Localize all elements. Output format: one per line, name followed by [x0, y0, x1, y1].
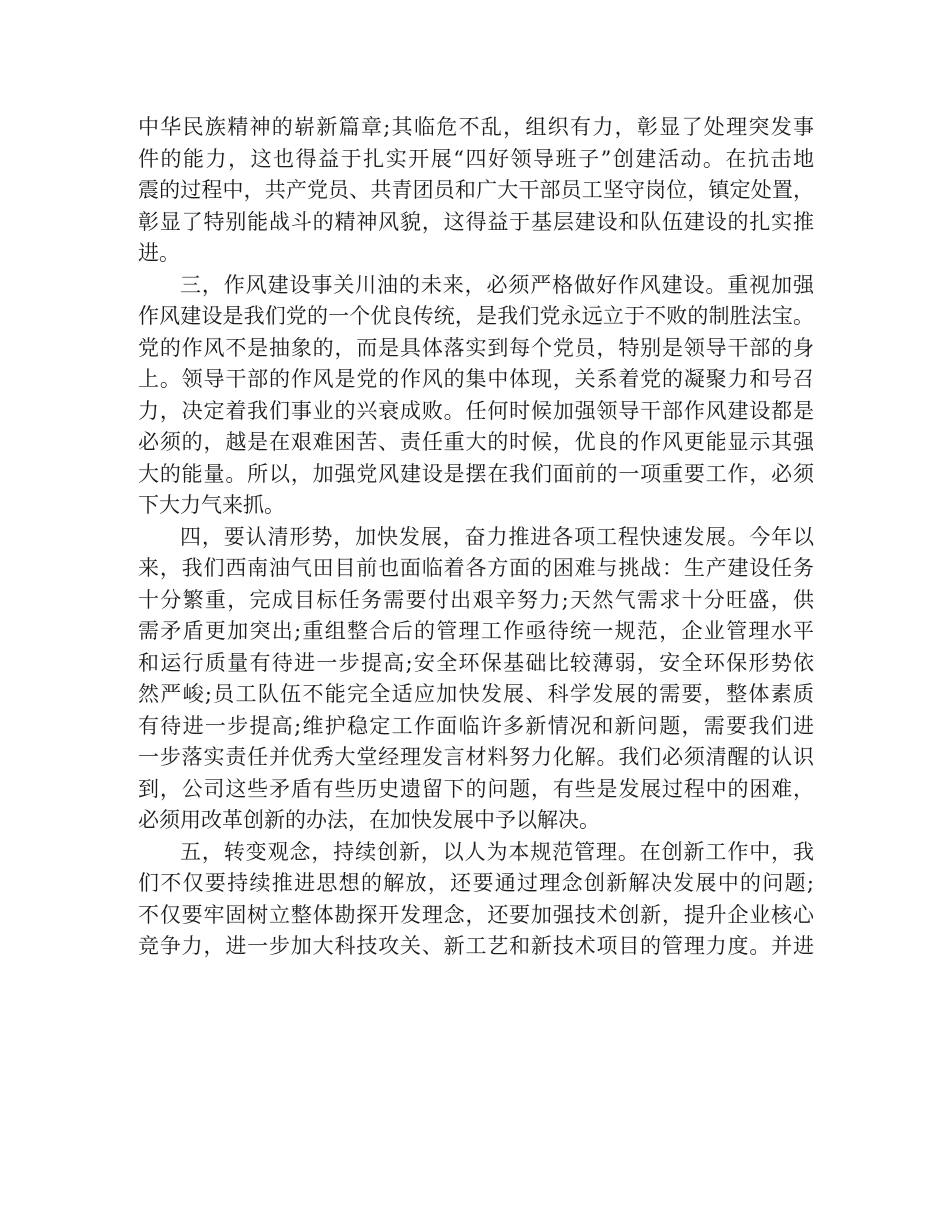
text-line: 来，我们西南油气田目前也面临着各方面的困难与挑战：生产建设任务: [138, 556, 814, 580]
text-line: 件的能力，这也得益于扎实开展“四好领导班子”创建活动。在抗击地: [138, 146, 814, 171]
text-line: 和运行质量有待进一步提高;安全环保基础比较薄弱，安全环保形势依: [138, 650, 814, 675]
text-line: 下大力气来抓。: [138, 493, 285, 517]
text-line: 三，作风建设事关川油的未来，必须严格做好作风建设。重视加强: [180, 272, 814, 297]
text-line: 中华民族精神的崭新篇章;其临危不乱，组织有力，彰显了处理突发事: [138, 115, 814, 139]
text-line: 然严峻;员工队伍不能完全适应加快发展、科学发展的需要，整体素质: [138, 682, 814, 706]
text-line: 进。: [138, 241, 180, 265]
text-line: 大的能量。所以，加强党风建设是摆在我们面前的一项重要工作，必须: [138, 461, 814, 486]
text-line: 震的过程中，共产党员、共青团员和广大干部员工坚守岗位，镇定处置，: [138, 178, 814, 202]
text-line: 们不仅要持续推进思想的解放，还要通过理念创新解决发展中的问题;: [138, 871, 814, 895]
text-line: 到，公司这些矛盾有些历史遗留下的问题，有些是发展过程中的困难，: [138, 776, 814, 801]
text-line: 不仅要牢固树立整体勘探开发理念，还要加强技术创新，提升企业核心: [138, 902, 814, 927]
text-line: 五，转变观念，持续创新，以人为本规范管理。在创新工作中，我: [180, 839, 814, 864]
text-line: 力，决定着我们事业的兴衰成败。任何时候加强领导干部作风建设都是: [138, 398, 814, 423]
text-line: 竞争力，进一步加大科技攻关、新工艺和新技术项目的管理力度。并进: [138, 934, 814, 958]
text-line: 上。领导干部的作风是党的作风的集中体现，关系着党的凝聚力和号召: [138, 367, 814, 391]
text-line: 作风建设是我们党的一个优良传统，是我们党永远立于不败的制胜法宝。: [138, 304, 814, 328]
text-line: 党的作风不是抽象的，而是具体落实到每个党员，特别是领导干部的身: [138, 335, 814, 360]
text-line: 十分繁重，完成目标任务需要付出艰辛努力;天然气需求十分旺盛，供: [138, 587, 814, 612]
body-text: [138, 112, 814, 963]
paragraph: [138, 270, 814, 522]
paragraph: [138, 522, 814, 837]
text-line: 一步落实责任并优秀大堂经理发言材料努力化解。我们必须清醒的认识: [138, 745, 814, 769]
text-line: 四，要认清形势，加快发展，奋力推进各项工程快速发展。今年以: [180, 524, 814, 549]
text-line: 有待进一步提高;维护稳定工作面临许多新情况和新问题，需要我们进: [138, 713, 814, 738]
paragraph: [138, 837, 814, 963]
text-line: 需矛盾更加突出;重组整合后的管理工作亟待统一规范，企业管理水平: [138, 619, 814, 643]
text-line: 必须的，越是在艰难困苦、责任重大的时候，优良的作风更能显示其强: [138, 430, 814, 454]
paragraph: [138, 112, 814, 270]
text-line: 必须用改革创新的办法，在加快发展中予以解决。: [138, 808, 600, 832]
text-line: 彰显了特别能战斗的精神风貌，这得益于基层建设和队伍建设的扎实推: [138, 209, 814, 234]
